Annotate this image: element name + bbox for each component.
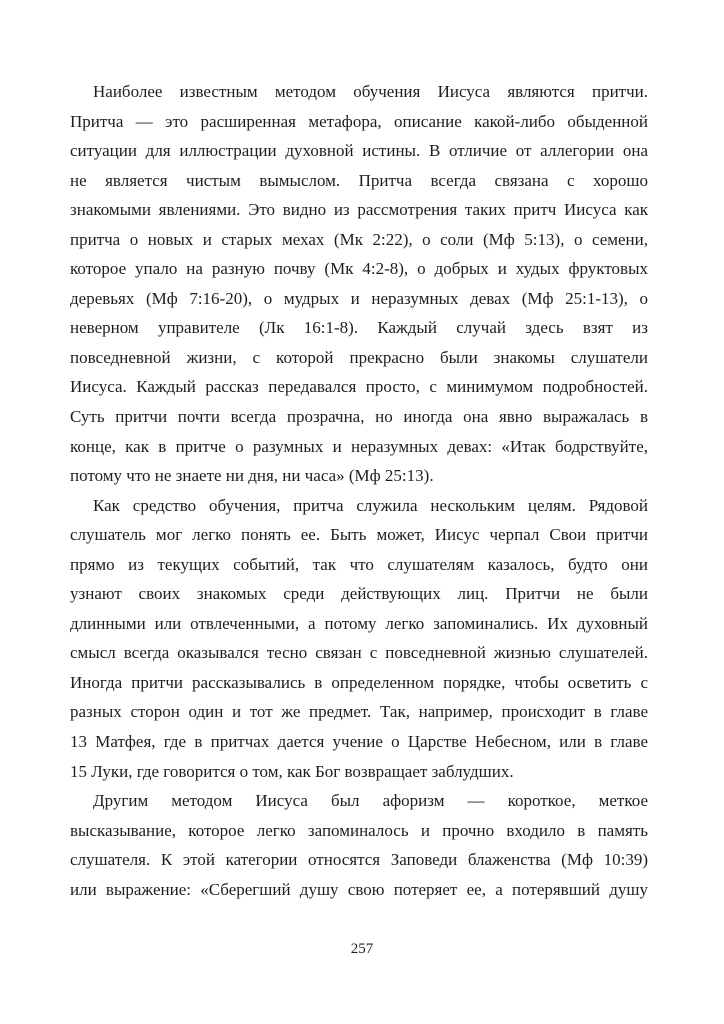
text-line: слушатель мог легко понять ее. Быть может, Иисус черпал Свои притчи <box>70 525 648 545</box>
text-line: Как средство обучения, притча служила нескольким целям. Рядовой <box>93 495 648 515</box>
text-line: Суть притчи почти всегда прозрачна, но иногда она явно выражалась в <box>70 407 648 427</box>
text-body <box>70 77 648 904</box>
paragraph <box>70 491 648 786</box>
text-line: или выражение: «Сберегший душу свою потеряет ее, а потерявший душу <box>70 879 648 899</box>
page-footer <box>0 939 724 959</box>
text-line: Иисуса. Каждый рассказ передавался просто, с минимумом подробностей. <box>70 377 648 397</box>
text-line: Притча — это расширенная метафора, описание какой-либо обыденной <box>70 111 648 131</box>
text-line: слушателя. К этой категории относятся Заповеди блаженства (Мф 10:39) <box>70 850 648 870</box>
text-line: деревьях (Мф 7:16-20), о мудрых и неразумных девах (Мф 25:1-13), о <box>70 288 648 308</box>
text-line: длинными или отвлеченными, а потому легко запоминались. Их духовный <box>70 613 648 633</box>
text-line: узнают своих знакомых среди действующих лиц. Притчи не были <box>70 584 648 604</box>
page-number: 257 <box>350 941 374 957</box>
text-line: разных сторон один и тот же предмет. Так, например, происходит в главе <box>70 702 648 722</box>
text-line: смысл всегда оказывался тесно связан с повседневной жизнью слушателей. <box>70 643 648 663</box>
paragraph <box>70 77 648 491</box>
text-line: повседневной жизни, с которой прекрасно были знакомы слушатели <box>70 347 648 367</box>
text-line: высказывание, которое легко запоминалось и прочно входило в память <box>70 820 648 840</box>
text-line: знакомыми явлениями. Это видно из рассмотрения таких притч Иисуса как <box>70 200 648 220</box>
text-line: прямо из текущих событий, так что слушателям казалось, будто они <box>70 554 648 574</box>
text-line: которое упало на разную почву (Мк 4:2-8), о добрых и худых фруктовых <box>70 259 648 279</box>
text-line: неверном управителе (Лк 16:1-8). Каждый случай здесь взят из <box>70 318 648 338</box>
text-line: конце, как в притче о разумных и неразумных девах: «Итак бодрствуйте, <box>70 436 648 456</box>
text-line: 15 Луки, где говорится о том, как Бог возвращает заблудших. <box>70 761 514 781</box>
text-line: Наиболее известным методом обучения Иисуса являются притчи. <box>93 82 648 101</box>
text-line: потому что не знаете ни дня, ни часа» (Мф 25:13). <box>70 466 434 486</box>
text-line: ситуации для иллюстрации духовной истины. В отличие от аллегории она <box>70 141 648 161</box>
text-line: притча о новых и старых мехах (Мк 2:22), о соли (Мф 5:13), о семени, <box>70 229 648 249</box>
paragraph <box>70 786 648 904</box>
text-line: не является чистым вымыслом. Притча всегда связана с хорошо <box>70 170 648 190</box>
text-line: Иногда притчи рассказывались в определенном порядке, чтобы осветить с <box>70 672 648 692</box>
text-line: Другим методом Иисуса был афоризм — короткое, меткое <box>93 791 648 811</box>
text-line: 13 Матфея, где в притчах дается учение о Царстве Небесном, или в главе <box>70 732 648 752</box>
